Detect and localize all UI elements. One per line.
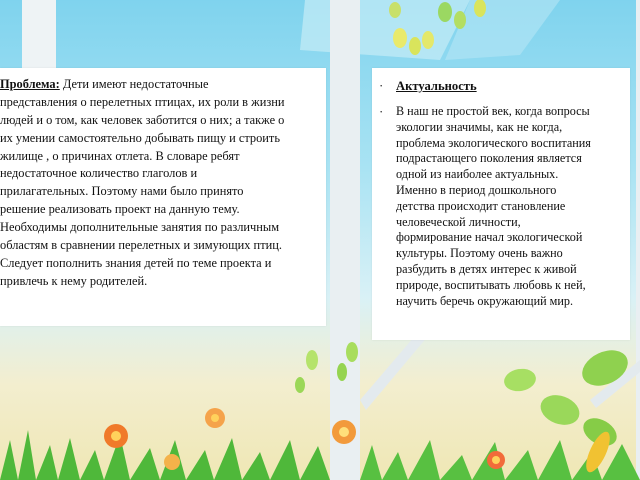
problem-line: жилище , о причинах отлета. В словаре ребят xyxy=(0,148,240,163)
tree-trunk-icon xyxy=(636,0,640,480)
tree-branch-icon xyxy=(360,330,428,410)
relevance-line: культуры. Поэтому очень важно xyxy=(396,246,563,261)
leaf-icon xyxy=(536,390,583,430)
leaf-icon xyxy=(389,2,401,18)
problem-line: Следует пополнить знания детей по теме проекта и xyxy=(0,255,272,270)
bullet-icon: · xyxy=(379,104,384,119)
problem-line: привлечь к нему родителей. xyxy=(0,273,148,288)
leaf-icon xyxy=(306,350,318,370)
problem-line: Необходимы дополнительные занятия по различным xyxy=(0,220,280,235)
relevance-line: формирование начал экологической xyxy=(396,230,583,245)
relevance-panel xyxy=(372,68,630,340)
problem-line: недостаточное количество глаголов и xyxy=(0,166,198,181)
leaf-icon xyxy=(576,343,633,392)
relevance-line: научить беречь окружающий мир. xyxy=(396,293,574,308)
relevance-list xyxy=(372,78,630,309)
leaf-icon xyxy=(295,377,305,393)
leaf-icon xyxy=(454,11,466,29)
tree-trunk-icon xyxy=(330,0,360,480)
flower-icon xyxy=(104,408,505,470)
relevance-line: детства происходит становление xyxy=(396,198,566,213)
relevance-line: одной из наиболее актуальных. xyxy=(396,167,559,182)
relevance-line: природе, воспитывать любовь к ней, xyxy=(396,277,586,292)
problem-text xyxy=(0,76,326,291)
relevance-line: проблема экологического воспитания xyxy=(396,135,591,150)
leaf-icon xyxy=(337,363,347,381)
relevance-heading: Актуальность xyxy=(396,79,477,93)
problem-line: представления о перелетных птицах, их роли в жизни xyxy=(0,94,285,109)
relevance-text xyxy=(396,104,630,309)
problem-line xyxy=(0,76,326,94)
problem-line: решение реализовать проект на данную тему. xyxy=(0,202,240,217)
relevance-line: человеческой личности, xyxy=(396,214,521,229)
tree-trunk-icon xyxy=(22,0,56,70)
leaf-icon xyxy=(438,2,452,22)
relevance-line: Именно в период дошкольного xyxy=(396,182,557,197)
bullet-icon: · xyxy=(379,78,384,93)
big-leaves xyxy=(502,343,633,451)
problem-line: областям в сравнении перелетных и зимующих птиц. xyxy=(0,238,282,253)
leaf-icon xyxy=(502,366,537,393)
problem-line: людей и о том, как человек заботится о них; а также о xyxy=(0,112,285,127)
list-item xyxy=(372,104,630,309)
relevance-line: подрастающего поколения является xyxy=(396,151,582,166)
leaf-icon xyxy=(393,28,407,48)
relevance-line: разбудить в детях интерес к живой xyxy=(396,261,577,276)
problem-panel xyxy=(0,68,326,326)
relevance-line: В наш не простой век, когда вопросы xyxy=(396,104,590,118)
leaf-icon xyxy=(422,31,434,49)
relevance-line: экологии значимы, как не когда, xyxy=(396,119,563,134)
problem-line: их умении самостоятельно добывать пищу и строить xyxy=(0,130,280,145)
leaf-icon xyxy=(409,37,421,55)
problem-first-line: Дети имеют недостаточные xyxy=(59,77,209,91)
grass-icon xyxy=(0,430,640,480)
list-item xyxy=(372,78,630,94)
leaf-icon xyxy=(346,342,358,362)
problem-line: прилагательных. Поэтому нами было принято xyxy=(0,184,244,199)
problem-title: Проблема: xyxy=(0,77,60,91)
